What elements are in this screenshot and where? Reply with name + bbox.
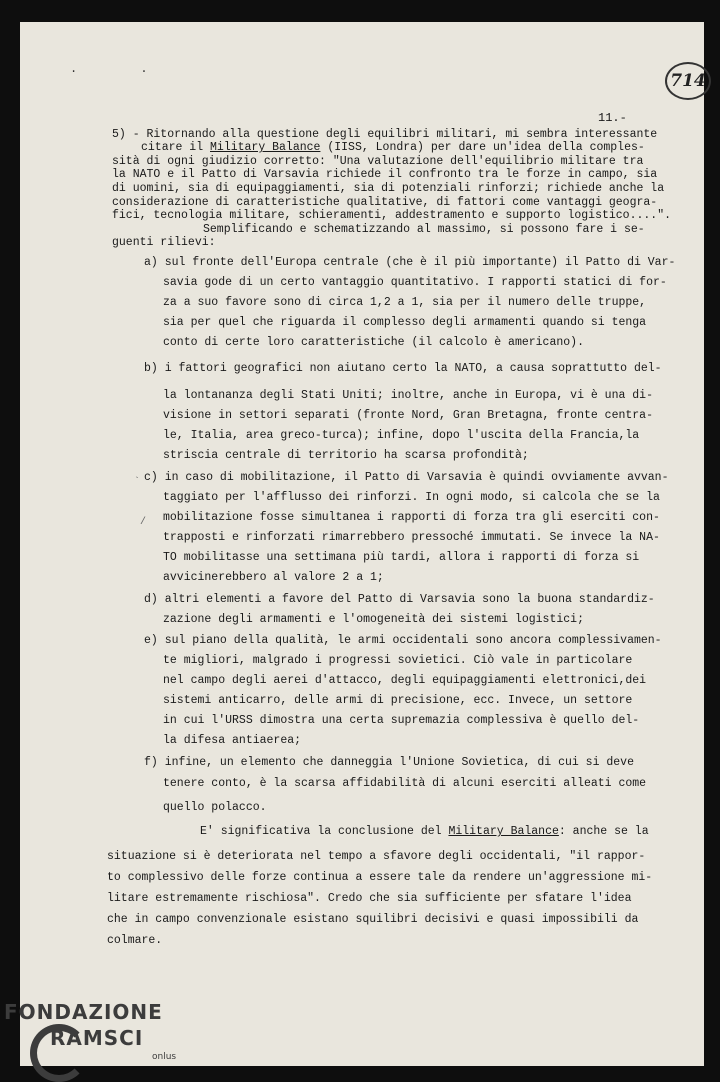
text-line: E' significativa la conclusione del Military Balance: anche se la (200, 825, 649, 838)
text-line: nel campo degli aerei d'attacco, degli equipaggiamenti elettronici,dei (163, 674, 647, 687)
text-line: quello polacco. (163, 801, 267, 814)
text-line: citare il Military Balance (IISS, Londra) per dare un'idea della comples- (141, 141, 645, 154)
text-line: le, Italia, area greco-turca); infine, dopo l'uscita della Francia,la (163, 429, 640, 442)
watermark-line-2: RAMSCI (50, 1026, 144, 1050)
watermark-line-3: onlus (152, 1052, 177, 1062)
text-line: litare estremamente rischiosa". Credo che sia sufficiente per sfatare l'idea (107, 892, 632, 905)
text-line: a) sul fronte dell'Europa centrale (che è il più importante) il Patto di Var- (144, 256, 676, 269)
text-line: striscia centrale di territorio ha scarsa profondità; (163, 449, 529, 462)
text-line: za a suo favore sono di circa 1,2 a 1, sia per il numero delle truppe, (163, 296, 647, 309)
text-line: taggiato per l'afflusso dei rinforzi. In ogni modo, si calcola che se la (163, 491, 660, 504)
text-line: guenti rilievi: (112, 236, 216, 249)
stray-mark: / (140, 517, 147, 528)
text-line: to complessivo delle forze continua a essere tale da rendere un'aggressione mi- (107, 871, 653, 884)
watermark-line-1: FONDAZIONE (4, 1000, 163, 1024)
text-line: la NATO e il Patto di Varsavia richiede il confronto tra le forze in campo, sia (112, 168, 658, 181)
margin-dots: . . (70, 62, 176, 76)
text-line: colmare. (107, 934, 163, 947)
text-line: sia per quel che riguarda il complesso degli armamenti quando si tenga (163, 316, 647, 329)
text-line: trapposti e rinforzati rimarrebbero pressoché immutati. Se invece la NA- (163, 531, 660, 544)
text-line: sistemi anticarro, delle armi di precisione, ecc. Invece, un settore (163, 694, 633, 707)
text-line: sità di ogni giudizio corretto: "Una valutazione dell'equilibrio militare tra (112, 155, 644, 168)
text-line: zazione degli armamenti e l'omogeneità dei sistemi logistici; (163, 613, 584, 626)
text-line: 5) - Ritornando alla questione degli equilibri militari, mi sembra interessante (112, 128, 658, 141)
text-line: b) i fattori geografici non aiutano certo la NATO, a causa soprattutto del- (144, 362, 662, 375)
watermark-logo (4, 1000, 177, 1062)
text-line: TO mobilitasse una settimana più tardi, allora i rapporti di forza si (163, 551, 640, 564)
cited-title: Military Balance (448, 825, 559, 838)
text-line: visione in settori separati (fronte Nord, Gran Bretagna, fronte centra- (163, 409, 653, 422)
text-line: c) in caso di mobilitazione, il Patto di Varsavia è quindi ovviamente avvan- (144, 471, 669, 484)
page-number: 11.- (598, 111, 627, 125)
text-line: fici, tecnologia militare, schieramenti, addestramento e supporto logistico....". (112, 209, 671, 222)
text-line: mobilitazione fosse simultanea i rapporti di forza tra gli eserciti con- (163, 511, 660, 524)
text-line: d) altri elementi a favore del Patto di Varsavia sono la buona standardiz- (144, 593, 655, 606)
text-line: conto di certe loro caratteristiche (il calcolo è americano). (163, 336, 584, 349)
text-line: situazione si è deteriorata nel tempo a sfavore degli occidentali, "il rappor- (107, 850, 646, 863)
cited-title: Military Balance (210, 141, 321, 154)
text-line: Semplificando e schematizzando al massimo, si possono fare i se- (203, 223, 645, 236)
text-line: considerazione di caratteristiche qualitative, di fattori come vantaggi geogra- (112, 196, 658, 209)
text-line: e) sul piano della qualità, le armi occidentali sono ancora complessivamen- (144, 634, 662, 647)
text-line: che in campo convenzionale esistano squilibri decisivi e quasi impossibili da (107, 913, 639, 926)
text-line: in cui l'URSS dimostra una certa supremazia complessiva è quello del- (163, 714, 640, 727)
stray-mark: ` (134, 477, 141, 488)
text-line: la difesa antiaerea; (163, 734, 302, 747)
text-line: savia gode di un certo vantaggio quantitativo. I rapporti statici di for- (163, 276, 667, 289)
text-line: la lontananza degli Stati Uniti; inoltre, anche in Europa, vi è una di- (163, 389, 653, 402)
text-line: f) infine, un elemento che danneggia l'Unione Sovietica, di cui si deve (144, 756, 634, 769)
text-line: di uomini, sia di equipaggiamenti, sia di potenziali rinforzi; richiede anche la (112, 182, 665, 195)
text-line: te migliori, malgrado i progressi sovietici. Ciò vale in particolare (163, 654, 633, 667)
document-page (20, 22, 704, 1066)
text-line: tenere conto, è la scarsa affidabilità di alcuni eserciti alleati come (163, 777, 647, 790)
archive-stamp: 714 (665, 62, 711, 100)
text-line: avvicinerebbero al valore 2 a 1; (163, 571, 384, 584)
